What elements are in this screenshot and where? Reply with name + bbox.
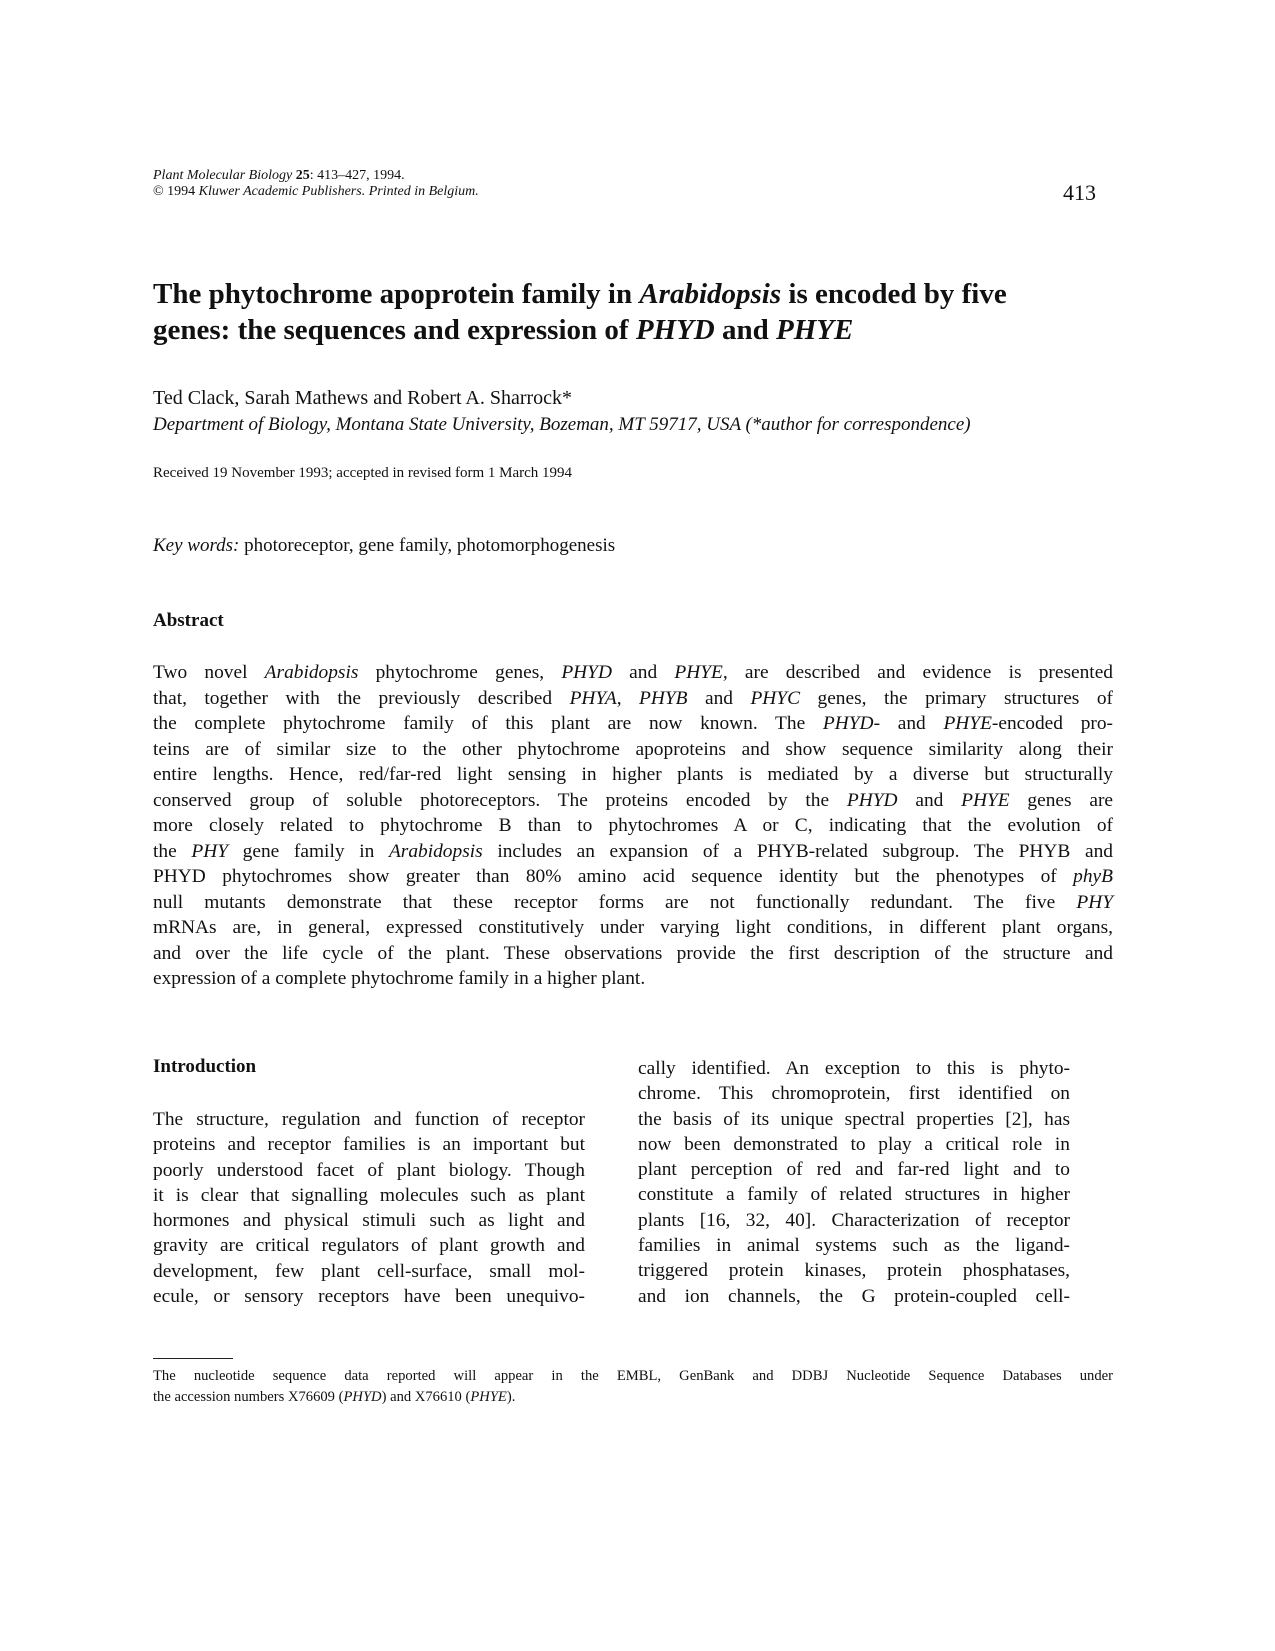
introduction-column-right [638, 1056, 1070, 1309]
abstract-body [153, 660, 1113, 992]
introduction-line: The structure, regulation and function of receptor [153, 1109, 585, 1130]
volume: 25 [295, 168, 310, 183]
introduction-line: ecule, or sensory receptors have been unequivo- [153, 1286, 585, 1308]
footnote-rule [153, 1358, 233, 1359]
abstract-line: the PHY gene family in Arabidopsis includes an expansion of a PHYB-related subgroup. The PHYB and [153, 840, 1114, 862]
page-number: 413 [1063, 180, 1096, 205]
affiliation: Department of Biology, Montana State University, Bozeman, MT 59717, USA (*author for correspondence) [153, 414, 971, 435]
keywords [153, 535, 615, 557]
abstract-line: null mutants demonstrate that these receptor forms are not functionally redundant. The five PHY [153, 891, 1113, 913]
abstract-line: expression of a complete phytochrome family in a higher plant. [153, 968, 646, 989]
journal-line-1: Plant Molecular Biology 25: 413–427, 1994. [153, 168, 405, 183]
footnote-line: The nucleotide sequence data reported will appear in the EMBL, GenBank and DDBJ Nucleotide Sequence Databases under [153, 1368, 1113, 1384]
abstract-line: conserved group of soluble photoreceptors. The proteins encoded by the PHYD and PHYE genes are [153, 789, 1114, 811]
introduction-line: triggered protein kinases, protein phosphatases, [638, 1260, 1070, 1282]
received-dates: Received 19 November 1993; accepted in revised form 1 March 1994 [153, 465, 573, 481]
introduction-line: constitute a family of related structures in higher [638, 1184, 1070, 1206]
abstract-line: the complete phytochrome family of this plant are now known. The PHYD- and PHYE-encoded pro- [153, 713, 1113, 734]
abstract-line: that, together with the previously described PHYA, PHYB and PHYC genes, the primary structures of [153, 687, 1113, 709]
abstract-line: entire lengths. Hence, red/far-red light sensing in higher plants is mediated by a diverse but structurally [153, 764, 1113, 785]
abstract-line: and over the life cycle of the plant. These observations provide the first description of the structure and [153, 942, 1113, 964]
introduction-line: plants [16, 32, 40]. Characterization of receptor [638, 1209, 1070, 1231]
introduction-line: plant perception of red and far-red light and to [638, 1159, 1070, 1181]
abstract-line: more closely related to phytochrome B than to phytochromes A or C, indicating that the evolution of [153, 815, 1113, 836]
introduction-line: proteins and receptor families is an important but [153, 1134, 585, 1156]
introduction-column-left [153, 1107, 585, 1309]
introduction-line: now been demonstrated to play a critical role in [638, 1133, 1070, 1155]
introduction-line: it is clear that signalling molecules such as plant [153, 1184, 585, 1206]
introduction-line: families in animal systems such as the ligand- [638, 1235, 1070, 1257]
introduction-line: gravity are critical regulators of plant growth and [153, 1235, 585, 1257]
paper-title: The phytochrome apoprotein family in Arabidopsis is encoded by five genes: the sequences and expression of PHYD and PHYE [153, 278, 1007, 346]
introduction-line: cally identified. An exception to this is phyto- [638, 1058, 1070, 1079]
journal-citation [153, 168, 479, 200]
introduction-line: poorly understood facet of plant biology. Though [153, 1159, 585, 1181]
abstract-heading: Abstract [153, 610, 224, 631]
introduction-heading: Introduction [153, 1056, 257, 1077]
keywords-text: photoreceptor, gene family, photomorphogenesis [239, 535, 616, 556]
abstract-line: teins are of similar size to the other phytochrome apoproteins and show sequence similarity along their [153, 738, 1113, 760]
footnote-line: the accession numbers X76609 (PHYD) and X76610 (PHYE). [153, 1389, 516, 1405]
abstract-line: PHYD phytochromes show greater than 80% amino acid sequence identity but the phenotypes of phyB [153, 866, 1113, 887]
abstract-line: mRNAs are, in general, expressed constitutively under varying light conditions, in different plant organs, [153, 917, 1113, 938]
abstract-line: Two novel Arabidopsis phytochrome genes, PHYD and PHYE, are described and evidence is presented [153, 662, 1113, 683]
introduction-line: the basis of its unique spectral properties [2], has [638, 1108, 1070, 1130]
introduction-line: chrome. This chromoprotein, first identified on [638, 1083, 1070, 1105]
author-list: Ted Clack, Sarah Mathews and Robert A. Sharrock* [153, 387, 573, 409]
journal-line-2: © 1994 Kluwer Academic Publishers. Printed in Belgium. [153, 184, 479, 199]
footnote [153, 1366, 1113, 1408]
keywords-label: Key words: [153, 535, 240, 556]
introduction-line: hormones and physical stimuli such as light and [153, 1210, 585, 1232]
introduction-line: and ion channels, the G protein-coupled cell- [638, 1285, 1070, 1307]
introduction-line: development, few plant cell-surface, small mol- [153, 1260, 585, 1282]
